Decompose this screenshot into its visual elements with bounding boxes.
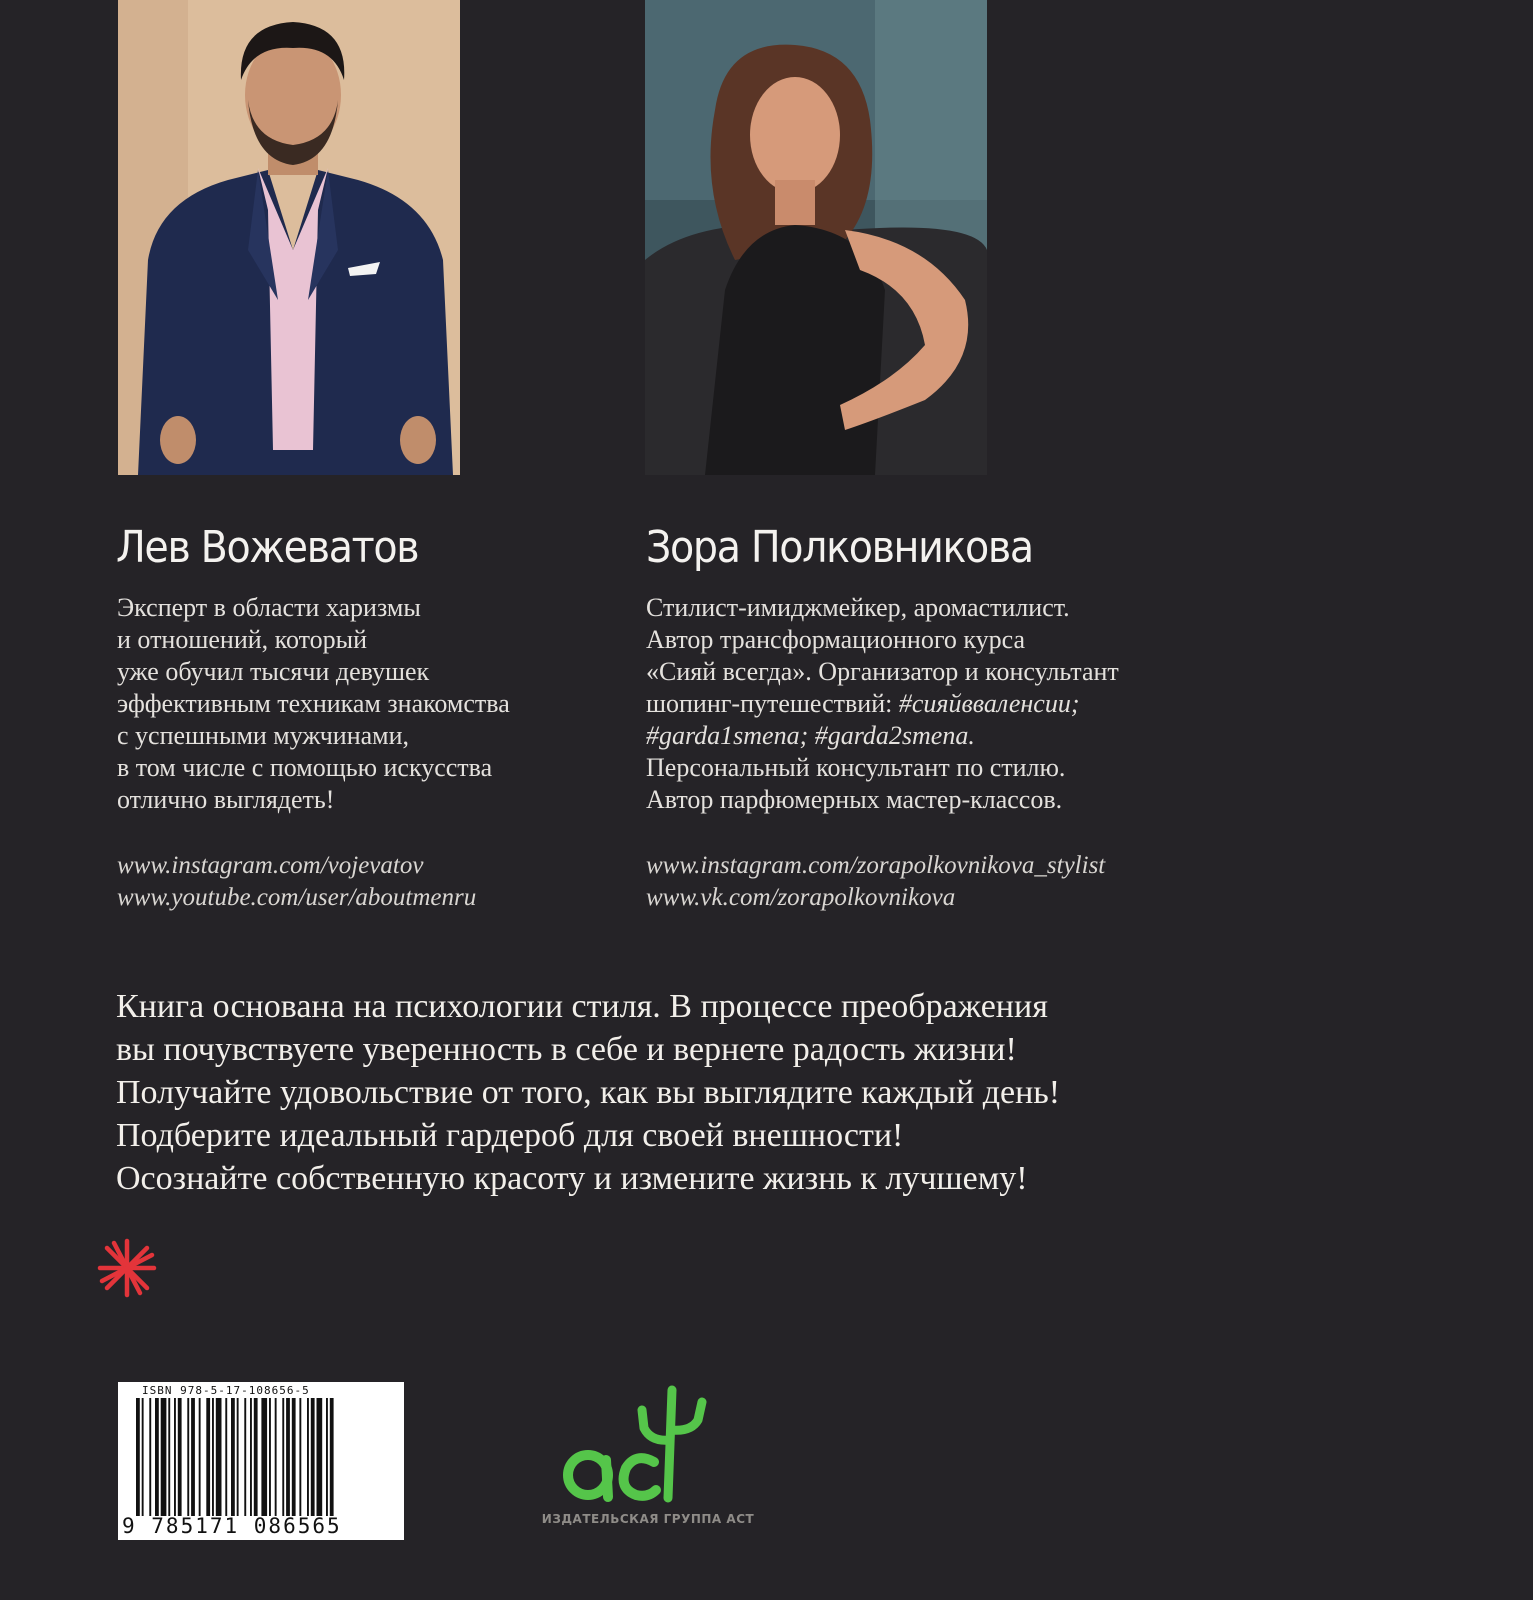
bio-line: Автор трансформационного курса — [646, 625, 1026, 654]
author-photo-zora — [645, 0, 987, 475]
instagram-link[interactable]: www.instagram.com/vojevatov — [117, 852, 424, 879]
author-bio-lev: Эксперт в области харизмы и отношений, который уже обучил тысячи девушек эффективным техникам знакомства с успешными мужчинами, в том числе с помощью искусства отлично выглядеть! — [117, 593, 510, 814]
author-links-lev — [117, 850, 476, 914]
bio-line: Стилист-имиджмейкер, аромастилист. — [646, 593, 1070, 622]
isbn-barcode — [118, 1382, 404, 1540]
publisher-caption: ИЗДАТЕЛЬСКАЯ ГРУППА АСТ — [541, 1512, 755, 1526]
author-links-zora — [646, 850, 1105, 914]
barcode-bars-icon — [136, 1398, 386, 1516]
bio-line: шопинг-путешествий: — [646, 689, 899, 718]
isbn-text: ISBN 978-5-17-108656-5 — [142, 1384, 310, 1397]
vk-link[interactable]: www.vk.com/zorapolkovnikova — [646, 884, 956, 911]
youtube-link[interactable]: www.youtube.com/user/aboutmenru — [117, 884, 477, 911]
portrait-woman-illustration — [645, 0, 987, 475]
hashtag-line: #garda1smena; #garda2smena. — [646, 721, 975, 750]
instagram-link[interactable]: www.instagram.com/zorapolkovnikova_stylist — [646, 852, 1106, 879]
ast-cactus-logo-icon — [556, 1380, 726, 1505]
ean-number: 9 785171 086565 — [122, 1514, 342, 1538]
hashtag: #сияйвваленсии; — [898, 689, 1080, 718]
portrait-man-illustration — [118, 0, 460, 475]
publisher-block — [528, 1380, 768, 1540]
author-bio-zora — [646, 592, 1119, 816]
bio-line: «Сияй всегда». Организатор и консультант — [646, 657, 1119, 686]
author-photo-lev — [118, 0, 460, 475]
book-description: Книга основана на психологии стиля. В процессе преображения вы почувствуете уверенность в себе и вернете радость жизни! Получайте удовольствие от того, как вы выглядите каждый день! Подберите идеальный гардероб для своей внешности! Осознайте собственную красоту и измените жизнь к лучшему! — [116, 988, 1061, 1197]
author-name-lev: Лев Вожеватов — [116, 522, 419, 573]
author-name-zora: Зора Полковникова — [646, 522, 1033, 573]
bio-line: Персональный консультант по стилю. — [646, 753, 1066, 782]
bio-line: Автор парфюмерных мастер-классов. — [646, 785, 1063, 814]
asterisk-icon — [96, 1237, 158, 1299]
